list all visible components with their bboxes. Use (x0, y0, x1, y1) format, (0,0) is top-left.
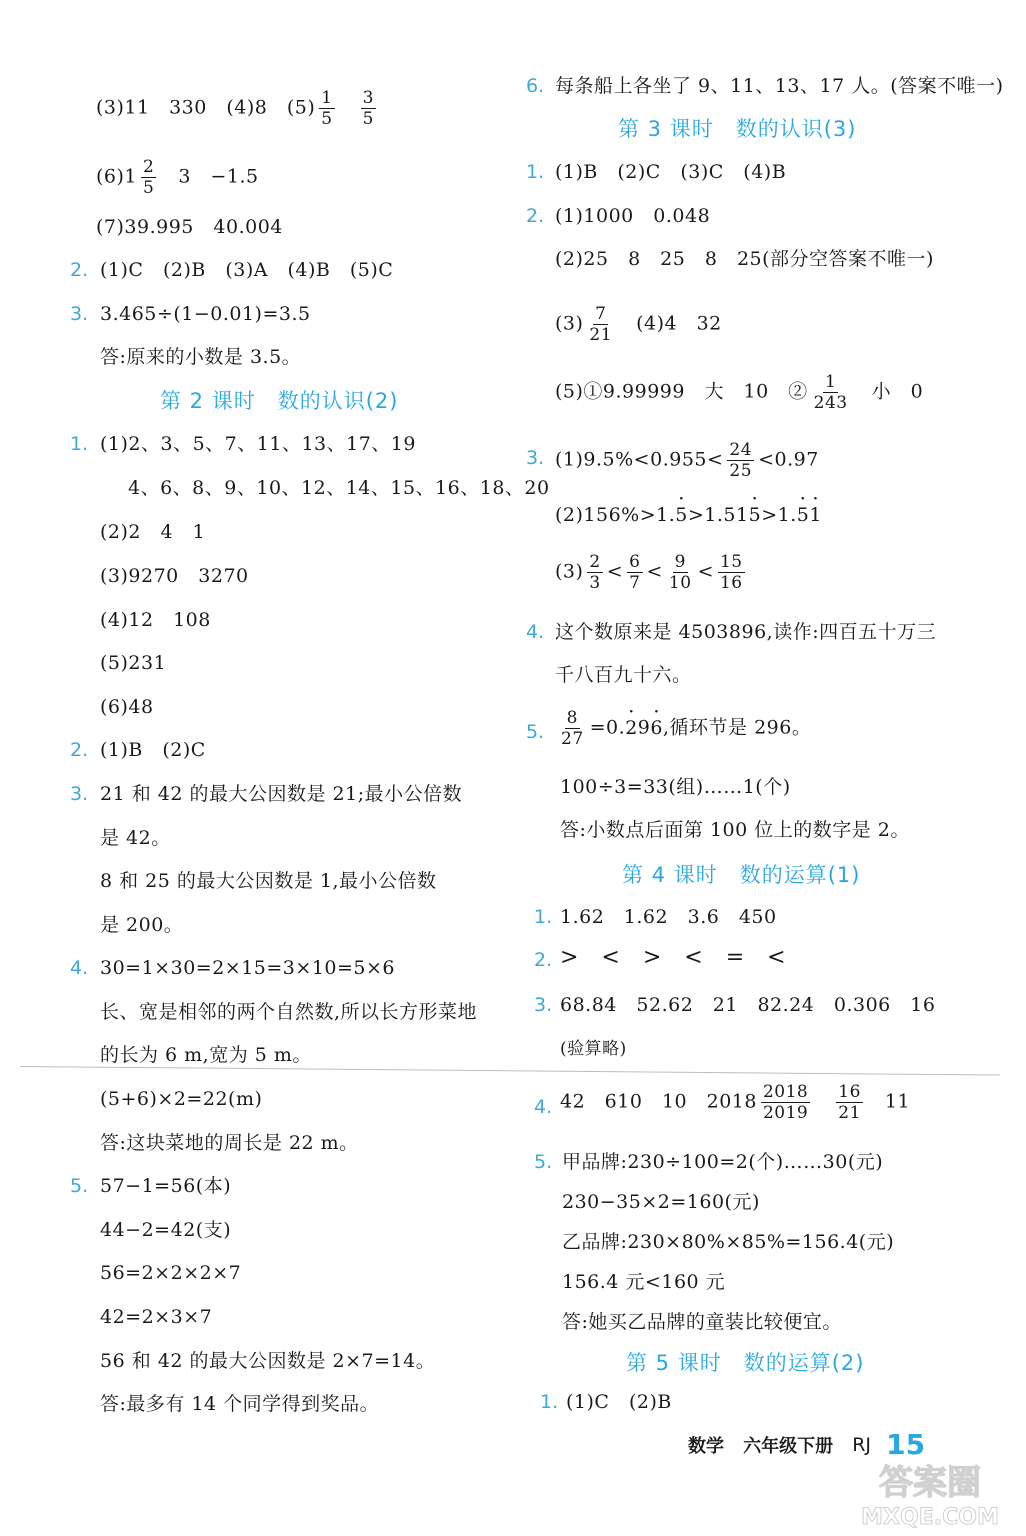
answer-line: (1)2、3、5、7、11、13、17、19 (100, 433, 416, 455)
answer-line: 30=1×30=2×15=3×10=5×6 (100, 957, 396, 979)
fraction: $\frac{2}{3}$ (589, 552, 601, 593)
answer-line: 答:最多有 14 个同学得到奖品。 (100, 1393, 380, 1415)
answer-text: 3 −1.5 (178, 165, 259, 188)
answer-line: (2)25 8 25 8 25(部分空答案不唯一) (555, 248, 934, 270)
answer-line: 21 和 42 的最大公因数是 21;最小公倍数 (100, 783, 463, 805)
answer-line: (7)39.995 40.004 (96, 216, 283, 238)
answer-line: 答:她买乙品牌的童装比较便宜。 (562, 1311, 842, 1333)
answer-line: (3)9270 3270 (100, 565, 249, 587)
answer-text: >1. (761, 504, 797, 526)
answer-line: (6)48 (100, 696, 154, 718)
question-number: 2. (534, 949, 553, 971)
answer-line: 答:原来的小数是 3.5。 (100, 346, 302, 368)
page-footer (688, 1428, 925, 1461)
answer-line: (5+6)×2=22(m) (100, 1088, 263, 1110)
answer-line: 长、宽是相邻的两个自然数,所以长方形菜地 (100, 1001, 478, 1023)
svg-text:答案圈: 答案圈 (879, 1463, 981, 1503)
repeating-digit: · 5 (797, 503, 810, 527)
question-number: 4. (70, 957, 89, 979)
repeating-digit: · 1 (809, 503, 822, 527)
answer-line: 这个数原来是 4503896,读作:四百五十万三 (555, 621, 937, 643)
answer-line (555, 552, 749, 593)
answer-line: 230−35×2=160(元) (562, 1191, 760, 1213)
fraction: $\frac{9}{10}$ (668, 552, 692, 593)
answer-text: (3) (555, 312, 584, 335)
page-number: 15 (886, 1428, 926, 1461)
fraction: $\frac{8}{27}$ (561, 708, 584, 749)
fraction: $\frac{2018}{2019}$ (762, 1082, 809, 1123)
answer-text: ,循环节是 296。 (662, 716, 812, 739)
less-than-sign: < (646, 560, 663, 583)
fraction: $\frac{6}{7}$ (629, 552, 641, 593)
question-number: 1. (526, 161, 545, 183)
question-number: 6. (526, 75, 545, 97)
answer-line (555, 708, 811, 749)
question-number: 5. (526, 721, 545, 743)
question-number: 3. (70, 783, 89, 805)
answer-text: 小 0 (871, 380, 924, 403)
answer-line: 乙品牌:230×80%×85%=156.4(元) (562, 1231, 895, 1253)
answer-line (96, 157, 259, 198)
answer-line: (1)C (2)B (566, 1391, 672, 1413)
answer-text: (5)①9.99999 大 10 ② (555, 380, 808, 403)
answer-text: (3)11 330 (4)8 (5) (96, 96, 316, 119)
answer-text: 9 (637, 716, 651, 739)
fraction: $\frac{1}{5}$ (321, 88, 333, 129)
answer-line: 57−1=56(本) (100, 1175, 232, 1197)
answer-line: (1)B (2)C (3)C (4)B (555, 161, 787, 183)
answer-line: 答:这块菜地的周长是 22 m。 (100, 1132, 359, 1154)
answer-line: (1)C (2)B (3)A (4)B (5)C (100, 259, 394, 281)
footer-subject: 数学 (688, 1435, 724, 1457)
fraction: $\frac{24}{25}$ (729, 440, 753, 481)
fraction: $\frac{15}{16}$ (719, 552, 743, 593)
answer-line: 的长为 6 m,宽为 5 m。 (100, 1044, 312, 1066)
fraction: $\frac{2}{5}$ (143, 157, 155, 198)
answer-line: (2)2 4 1 (100, 521, 206, 543)
answer-line: 是 42。 (100, 827, 171, 849)
answer-text: (4)4 32 (636, 312, 722, 335)
answer-line: 甲品牌:230÷100=2(个)……30(元) (562, 1151, 884, 1173)
fraction: $\frac{16}{21}$ (838, 1082, 861, 1123)
fraction: $\frac{1}{243}$ (813, 372, 848, 413)
question-number: 2. (70, 739, 89, 761)
fraction: $\frac{3}{5}$ (362, 88, 374, 129)
question-number: 1. (540, 1391, 559, 1413)
answer-line: 44−2=42(支) (100, 1219, 232, 1241)
page-fold-line (20, 1066, 1000, 1076)
section-heading: 第 2 课时 数的认识(2) (160, 389, 399, 413)
question-number: 1. (534, 906, 553, 928)
answer-line: (1)1000 0.048 (555, 205, 711, 227)
fraction: $\frac{7}{21}$ (589, 304, 613, 345)
footer-grade: 六年级下册 (743, 1435, 834, 1457)
answer-line: 是 200。 (100, 914, 184, 936)
svg-text:MXQE.COM: MXQE.COM (861, 1505, 999, 1530)
answer-text: (1)9.5%<0.955< (555, 448, 724, 471)
footer-edition: RJ (852, 1433, 871, 1456)
question-number: 5. (534, 1151, 553, 1173)
repeating-digit: · 6 (650, 716, 663, 740)
less-than-sign: < (606, 560, 624, 583)
answer-line: (1)B (2)C (100, 739, 206, 761)
answer-text: 11 (884, 1090, 911, 1113)
answer-text: 42 610 10 2018 (560, 1090, 757, 1113)
answer-text: (3) (555, 560, 584, 583)
answer-line: 100÷3=33(组)……1(个) (560, 776, 791, 798)
answer-line: 156.4 元<160 元 (562, 1271, 726, 1293)
answer-line (555, 503, 822, 527)
answer-line: (5)231 (100, 652, 167, 674)
answer-line: (4)12 108 (100, 609, 211, 631)
question-number: 2. (70, 259, 89, 281)
repeating-digit: · 5 (675, 503, 688, 527)
watermark-logo (848, 1458, 1013, 1530)
answer-line: 68.84 52.62 21 82.24 0.306 16 (560, 994, 936, 1016)
answer-text: <0.97 (758, 448, 819, 471)
answer-text: =0. (589, 716, 626, 739)
answer-line: > < > < = < (560, 945, 787, 970)
answer-line: 56 和 42 的最大公因数是 2×7=14。 (100, 1350, 436, 1372)
repeating-digit: · 2 (625, 716, 638, 740)
section-heading: 第 4 课时 数的运算(1) (622, 863, 861, 887)
question-number: 3. (534, 994, 553, 1016)
answer-line: 8 和 25 的最大公因数是 1,最小公倍数 (100, 870, 437, 892)
answer-line: 56=2×2×2×7 (100, 1262, 242, 1284)
answer-text: (2)156%>1. (555, 504, 676, 526)
answer-text: (6)1 (96, 165, 138, 188)
answer-line (96, 88, 380, 129)
answer-text: >1.51 (687, 504, 749, 526)
answer-line: 1.62 1.62 3.6 450 (560, 906, 777, 928)
question-number: 2. (526, 205, 545, 227)
repeating-digit: · 5 (749, 503, 762, 527)
answer-line: 千八百九十六。 (555, 664, 692, 686)
question-number: 5. (70, 1175, 89, 1197)
question-number: 3. (70, 303, 89, 325)
less-than-sign: < (697, 560, 714, 583)
answer-line (555, 372, 923, 413)
question-number: 4. (526, 621, 545, 643)
answer-line (555, 440, 819, 481)
answer-line: 3.465÷(1−0.01)=3.5 (100, 303, 311, 325)
answer-line: 答:小数点后面第 100 位上的数字是 2。 (560, 819, 910, 841)
answer-line (560, 1082, 910, 1123)
section-heading: 第 5 课时 数的运算(2) (626, 1351, 865, 1375)
answer-line: 4、6、8、9、10、12、14、15、16、18、20 (128, 477, 550, 499)
answer-line: (验算略) (560, 1039, 627, 1059)
section-heading: 第 3 课时 数的认识(3) (618, 117, 857, 141)
question-number: 3. (526, 447, 545, 469)
question-number: 1. (70, 433, 89, 455)
question-number: 4. (534, 1096, 553, 1118)
answer-line: 42=2×3×7 (100, 1306, 213, 1328)
answer-line: 每条船上各坐了 9、11、13、17 人。(答案不唯一) (555, 75, 1004, 97)
answer-line (555, 304, 722, 345)
